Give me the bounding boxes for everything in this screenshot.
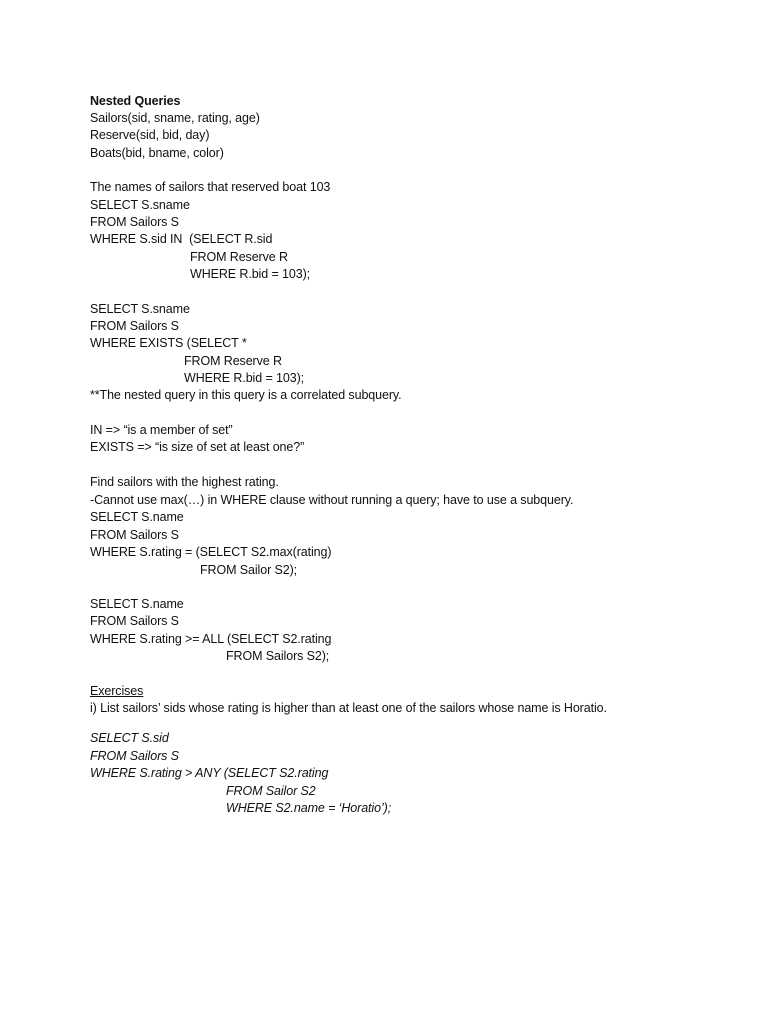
sql-line: SELECT S.sname bbox=[90, 302, 190, 316]
document-heading: Nested Queries bbox=[90, 94, 181, 108]
answer-line: FROM Sailor S2 bbox=[226, 784, 316, 798]
sql-line: FROM Reserve R bbox=[190, 250, 288, 264]
sql-line: FROM Sailors S2); bbox=[226, 649, 330, 663]
sql-line: WHERE S.rating = (SELECT S2.max(rating) bbox=[90, 545, 332, 559]
sql-line: WHERE R.bid = 103); bbox=[190, 267, 311, 281]
exercises-heading: Exercises bbox=[90, 684, 144, 698]
sql-line: SELECT S.sname bbox=[90, 198, 190, 212]
sql-line: FROM Sailors S bbox=[90, 319, 179, 333]
sql-line: FROM Sailor S2); bbox=[200, 563, 298, 577]
sql-line: WHERE EXISTS (SELECT * bbox=[90, 336, 247, 350]
sql-line: FROM Reserve R bbox=[184, 354, 282, 368]
schema-line: Boats(bid, bname, color) bbox=[90, 146, 224, 160]
exercise-item: i) List sailors’ sids whose rating is higher than at least one of the sailors whose name is Horatio. bbox=[90, 701, 607, 715]
definition-in: IN => “is a member of set” bbox=[90, 423, 233, 437]
answer-line: WHERE S.rating > ANY (SELECT S2.rating bbox=[90, 766, 329, 780]
schema-line: Sailors(sid, sname, rating, age) bbox=[90, 111, 260, 125]
sql-line: FROM Sailors S bbox=[90, 614, 179, 628]
answer-line: SELECT S.sid bbox=[90, 731, 169, 745]
answer-line: FROM Sailors S bbox=[90, 749, 179, 763]
q2-note: **The nested query in this query is a correlated subquery. bbox=[90, 388, 402, 402]
q1-description: The names of sailors that reserved boat 103 bbox=[90, 180, 331, 194]
sql-line: SELECT S.name bbox=[90, 510, 184, 524]
schema-line: Reserve(sid, bid, day) bbox=[90, 128, 210, 142]
definition-exists: EXISTS => “is size of set at least one?” bbox=[90, 440, 305, 454]
answer-line: WHERE S2.name = ‘Horatio’); bbox=[226, 801, 392, 815]
sql-line: FROM Sailors S bbox=[90, 215, 179, 229]
sql-line: WHERE S.sid IN (SELECT R.sid bbox=[90, 232, 273, 246]
q3-description: Find sailors with the highest rating. bbox=[90, 475, 279, 489]
sql-line: FROM Sailors S bbox=[90, 528, 179, 542]
sql-line: WHERE S.rating >= ALL (SELECT S2.rating bbox=[90, 632, 332, 646]
sql-line: SELECT S.name bbox=[90, 597, 184, 611]
q3-note: -Cannot use max(…) in WHERE clause without running a query; have to use a subquery. bbox=[90, 493, 574, 507]
sql-line: WHERE R.bid = 103); bbox=[184, 371, 305, 385]
